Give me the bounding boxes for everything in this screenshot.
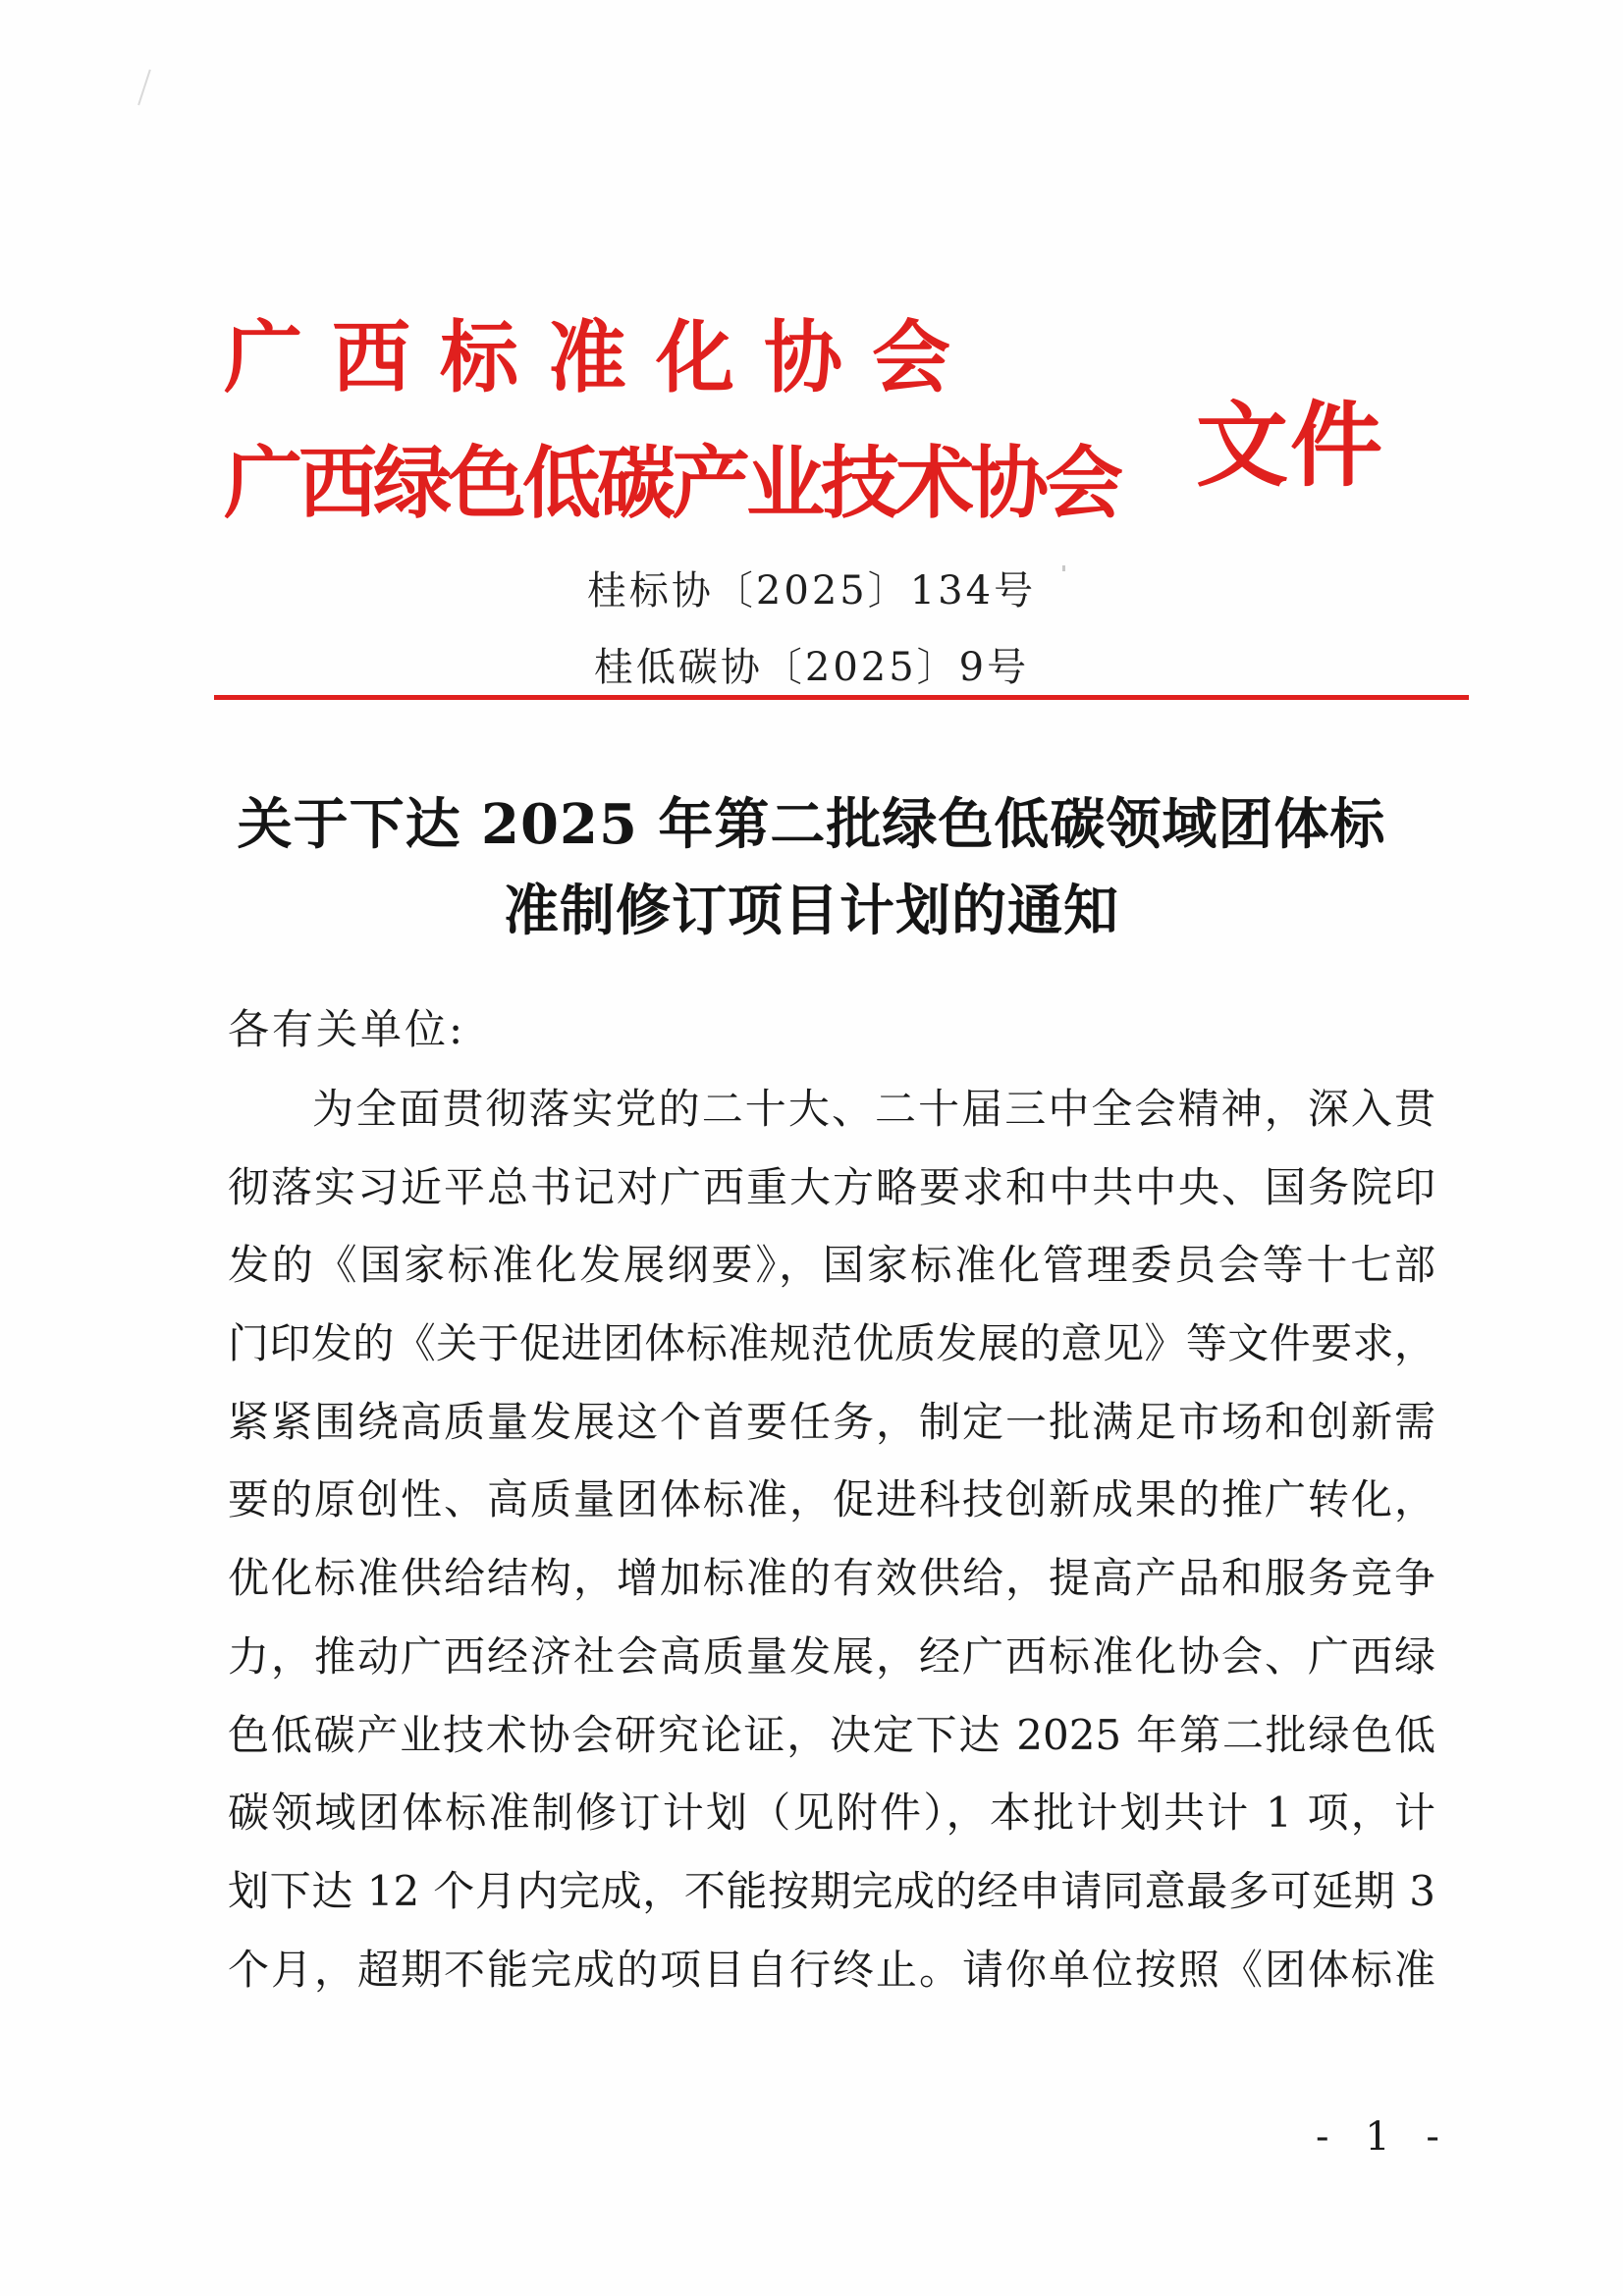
document-number-2: 桂低碳协〔2025〕9号 xyxy=(593,645,1030,690)
scan-artifact xyxy=(137,70,151,106)
issuing-org-2: 广西绿色低碳产业技术协会 xyxy=(224,438,1119,529)
body-text xyxy=(228,1070,1435,2008)
body-line: 门印发的《关于促进团体标准规范优质发展的意见》等文件要求， xyxy=(228,1319,1435,1368)
document-number-1: 桂标协〔2025〕134号 xyxy=(586,568,1037,614)
body-line: 要的原创性、高质量团体标准，促进科技创新成果的推广转化， xyxy=(228,1475,1435,1524)
body-line: 为全面贯彻落实党的二十大、二十届三中全会精神，深入贯 xyxy=(312,1085,1435,1133)
body-line: 彻落实习近平总书记对广西重大方略要求和中共中央、国务院印 xyxy=(228,1162,1435,1211)
body-line: 优化标准供给结构，增加标准的有效供给，提高产品和服务竞争 xyxy=(228,1554,1435,1603)
body-line: 发的《国家标准化发展纲要》，国家标准化管理委员会等十七部 xyxy=(228,1241,1435,1290)
body-line: 个月，超期不能完成的项目自行终止。请你单位按照《团体标准 xyxy=(228,1945,1435,1994)
body-line: 色低碳产业技术协会研究论证，决定下达 2025 年第二批绿色低 xyxy=(228,1710,1435,1759)
issuing-org-1: 广西标准化协会 xyxy=(224,312,980,403)
body-line: 划下达 12 个月内完成，不能按期完成的经申请同意最多可延期 3 xyxy=(228,1866,1435,1915)
body-line: 力，推动广西经济社会高质量发展，经广西标准化协会、广西绿 xyxy=(228,1631,1435,1681)
body-line: 紧紧围绕高质量发展这个首要任务，制定一批满足市场和创新需 xyxy=(228,1397,1435,1446)
salutation: 各有关单位: xyxy=(228,1005,466,1053)
header-divider xyxy=(214,695,1469,700)
page-number: - 1 - xyxy=(1316,2114,1451,2160)
body-line: 碳领域团体标准制修订计划（见附件），本批计划共计 1 项，计 xyxy=(228,1789,1435,1838)
document-title-line-2: 准制修订项目计划的通知 xyxy=(504,879,1119,943)
document-label: 文件 xyxy=(1196,393,1385,500)
document-title-line-1: 关于下达 2025 年第二批绿色低碳领域团体标 xyxy=(237,792,1386,857)
